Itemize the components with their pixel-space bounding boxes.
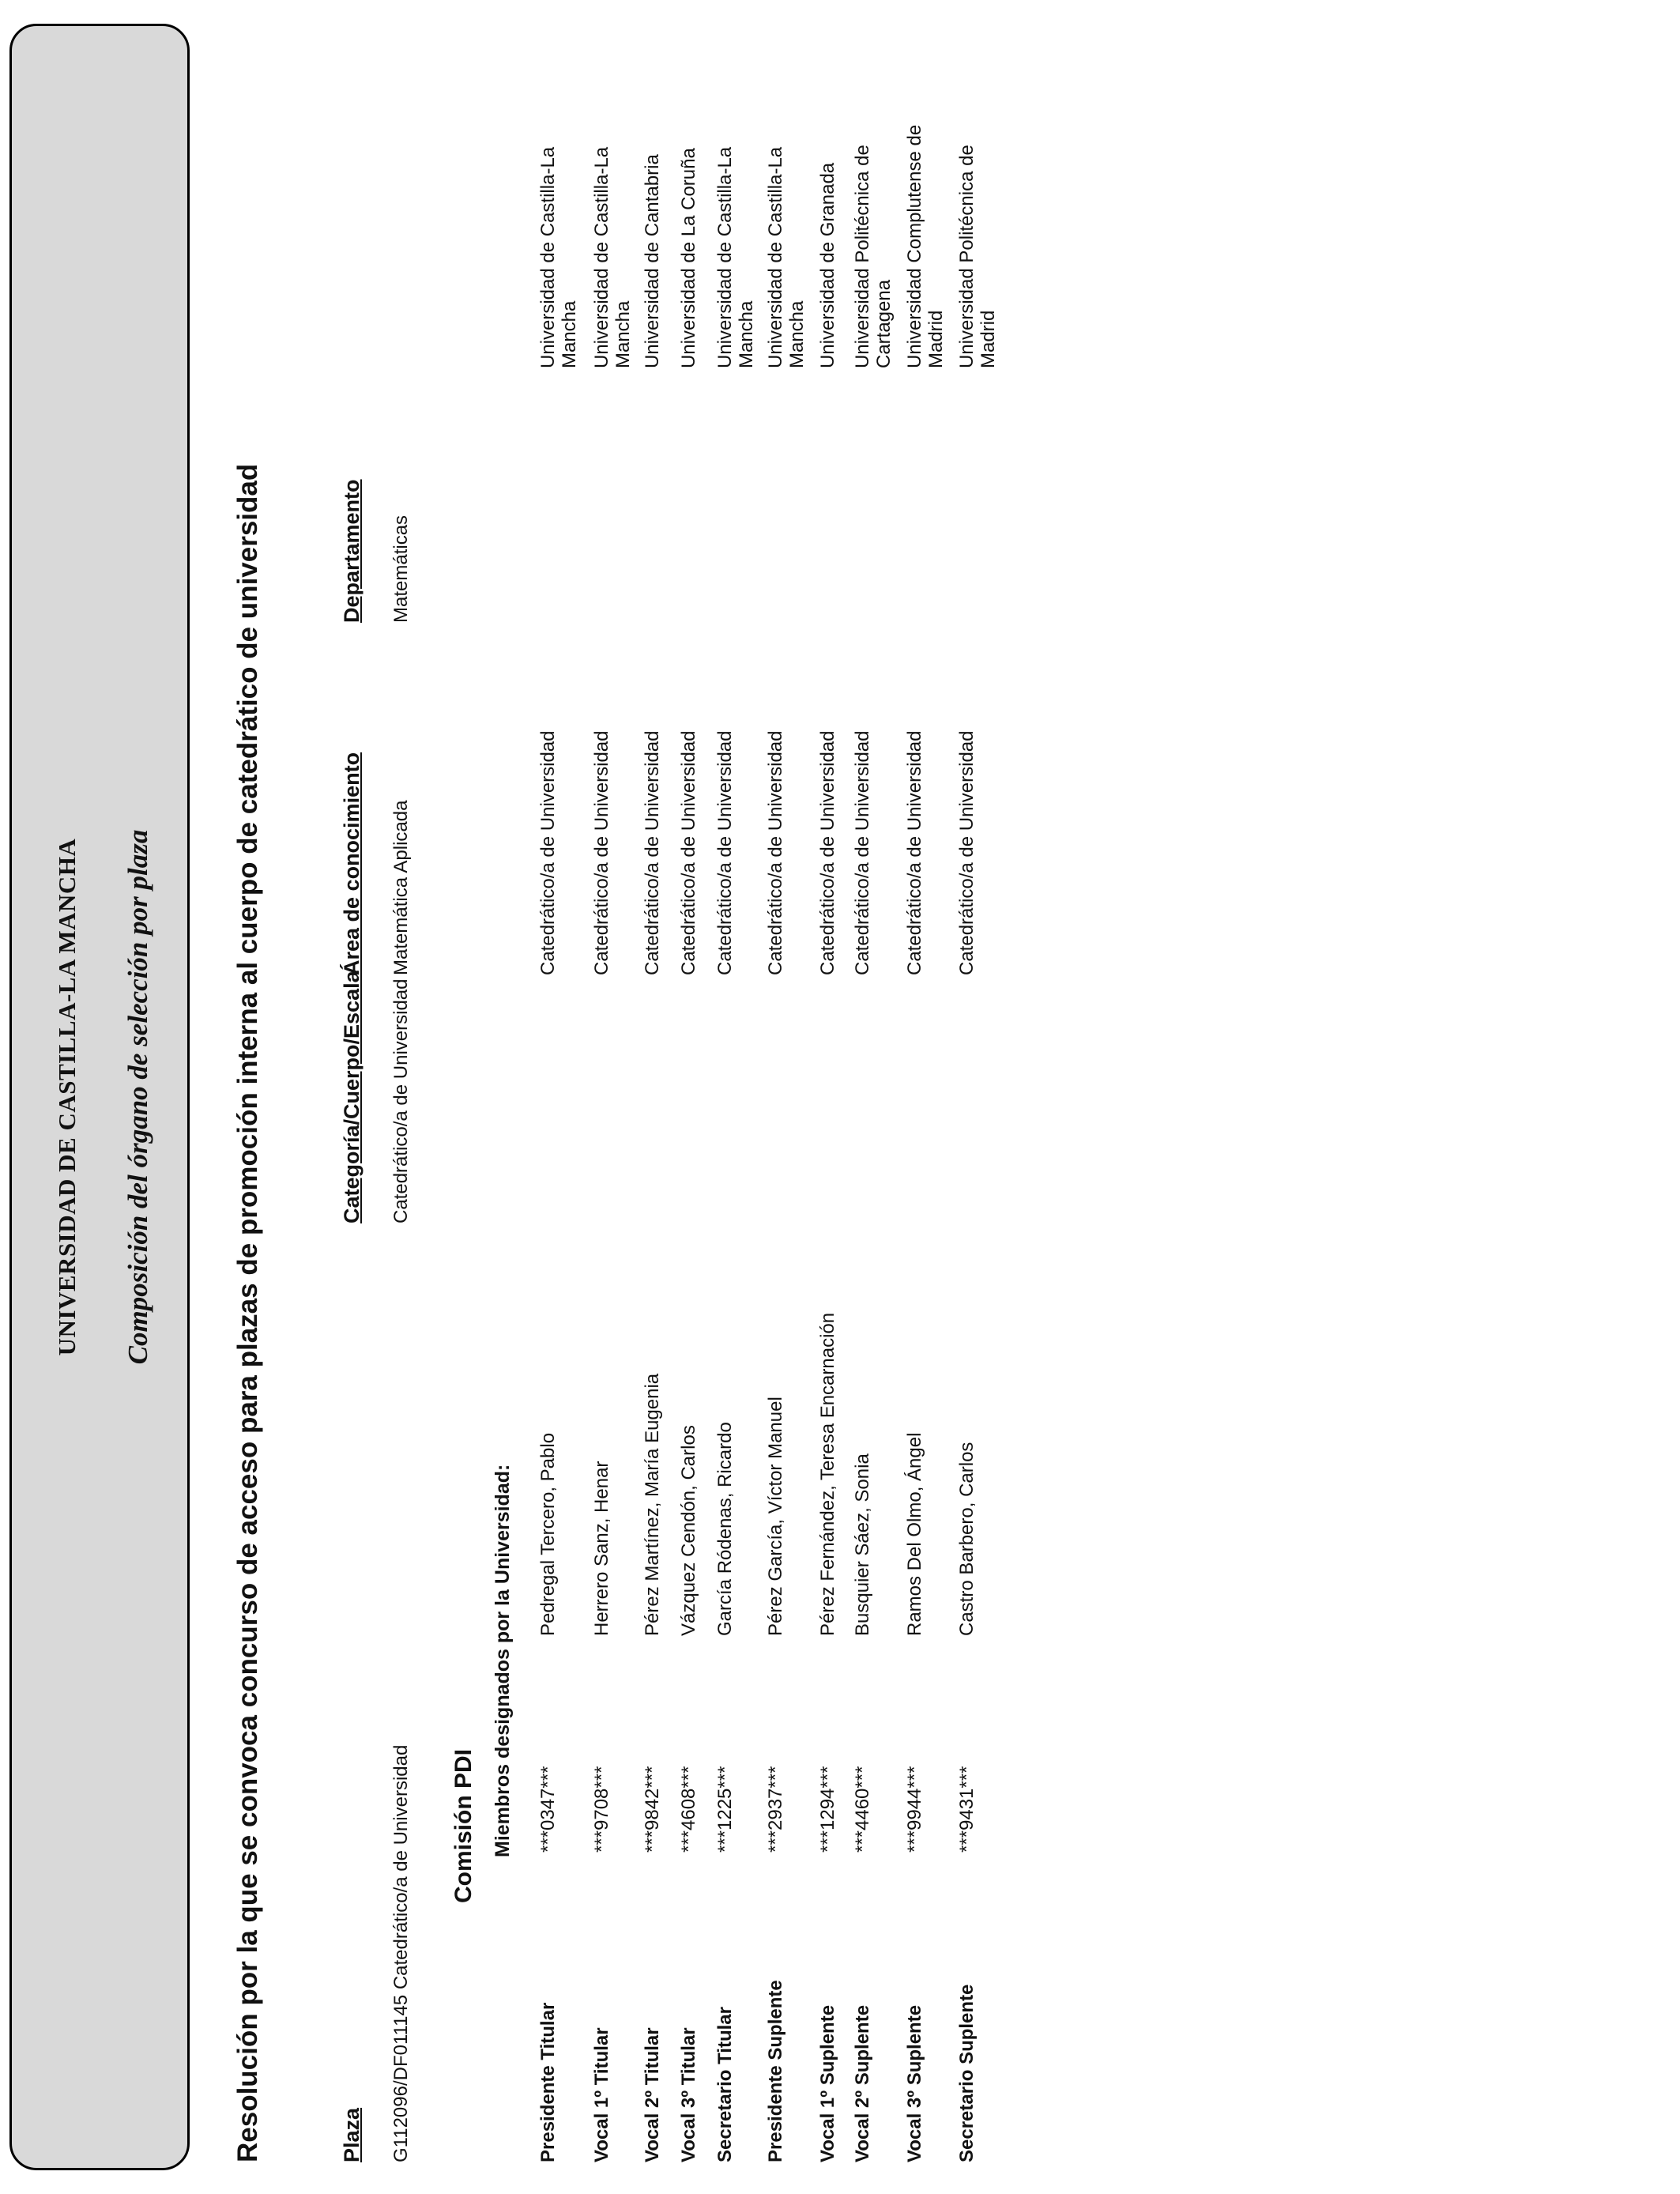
member-role: Presidente Suplente bbox=[765, 1980, 786, 2162]
member-id: ***0347*** bbox=[537, 1766, 559, 1853]
member-category: Catedrático/a de Universidad bbox=[904, 730, 925, 975]
member-role: Vocal 1º Titular bbox=[591, 2027, 612, 2162]
member-university: Universidad Complutense de Madrid bbox=[904, 124, 947, 368]
member-university: Universidad Politécnica de Madrid bbox=[956, 145, 999, 368]
member-id: ***9708*** bbox=[591, 1766, 612, 1853]
member-row bbox=[537, 0, 593, 2194]
header-plaza: Plaza bbox=[340, 2107, 363, 2162]
document-subtitle: Composición del órgano de selección por plaza bbox=[122, 829, 153, 1365]
member-university: Universidad de Granada bbox=[817, 162, 838, 368]
member-role: Vocal 3º Suplente bbox=[904, 2004, 925, 2162]
member-row bbox=[714, 0, 770, 2194]
member-name: Ramos Del Olmo, Ángel bbox=[904, 1432, 925, 1636]
plaza-code: G112096/DF011145 Catedrático/a de Universidad bbox=[390, 1744, 412, 2162]
member-category: Catedrático/a de Universidad bbox=[591, 730, 612, 975]
member-category: Catedrático/a de Universidad bbox=[956, 730, 977, 975]
member-name: García Ródenas, Ricardo bbox=[714, 1422, 736, 1636]
member-id: ***9842*** bbox=[642, 1766, 663, 1853]
member-university: Universidad de La Coruña bbox=[678, 148, 699, 368]
member-id: ***1294*** bbox=[817, 1766, 838, 1853]
member-category: Catedrático/a de Universidad bbox=[642, 730, 663, 975]
member-university: Universidad de Castilla-La Mancha bbox=[714, 146, 757, 368]
member-id: ***9431*** bbox=[956, 1766, 977, 1853]
member-id: ***1225*** bbox=[714, 1766, 736, 1853]
member-university: Universidad de Castilla-La Mancha bbox=[537, 146, 580, 368]
member-role: Vocal 3º Titular bbox=[678, 2027, 699, 2162]
member-name: Pérez Martínez, María Eugenia bbox=[642, 1373, 663, 1636]
member-role: Secretario Suplente bbox=[956, 1984, 977, 2162]
member-name: Herrero Sanz, Henar bbox=[591, 1461, 612, 1636]
member-role: Presidente Titular bbox=[537, 2002, 559, 2162]
member-category: Catedrático/a de Universidad bbox=[765, 730, 786, 975]
member-name: Pedregal Tercero, Pablo bbox=[537, 1432, 559, 1636]
member-id: ***4608*** bbox=[678, 1766, 699, 1853]
member-university: Universidad de Castilla-La Mancha bbox=[765, 146, 808, 368]
header-categoria: Categoría/Cuerpo/Escala bbox=[340, 971, 363, 1223]
plaza-area: Matemática Aplicada bbox=[390, 800, 412, 975]
member-id: ***4460*** bbox=[852, 1766, 873, 1853]
member-row bbox=[591, 0, 646, 2194]
member-name: Pérez García, Víctor Manuel bbox=[765, 1397, 786, 1636]
resolution-title: Resolución por la que se convoca concurso de acceso para plazas de promoción interna al cuerpo de catedrático de universidad bbox=[232, 463, 263, 2162]
member-category: Catedrático/a de Universidad bbox=[714, 730, 736, 975]
member-category: Catedrático/a de Universidad bbox=[817, 730, 838, 975]
plaza-categoria: Catedrático/a de Universidad bbox=[390, 978, 412, 1223]
comision-title: Comisión PDI bbox=[450, 1748, 477, 1903]
member-row bbox=[904, 0, 959, 2194]
member-role: Vocal 2º Titular bbox=[642, 2027, 663, 2162]
member-row bbox=[852, 0, 907, 2194]
header-banner bbox=[9, 24, 190, 2170]
designados-label: Miembros designados por la Universidad: bbox=[492, 1464, 514, 1857]
member-name: Vázquez Cendón, Carlos bbox=[678, 1425, 699, 1636]
university-name: UNIVERSIDAD DE CASTILLA-LA MANCHA bbox=[53, 838, 81, 1356]
member-university: Universidad Politécnica de Cartagena bbox=[852, 145, 895, 368]
member-row bbox=[956, 0, 1011, 2194]
member-category: Catedrático/a de Universidad bbox=[852, 730, 873, 975]
member-name: Pérez Fernández, Teresa Encarnación bbox=[817, 1312, 838, 1636]
member-category: Catedrático/a de Universidad bbox=[678, 730, 699, 975]
member-university: Universidad de Castilla-La Mancha bbox=[591, 146, 634, 368]
member-university: Universidad de Cantabria bbox=[642, 154, 663, 368]
member-row bbox=[765, 0, 820, 2194]
member-category: Catedrático/a de Universidad bbox=[537, 730, 559, 975]
header-area: Área de conocimiento bbox=[340, 752, 363, 975]
member-role: Vocal 1º Suplente bbox=[817, 2004, 838, 2162]
member-role: Secretario Titular bbox=[714, 2007, 736, 2162]
member-id: ***9944*** bbox=[904, 1766, 925, 1853]
plaza-departamento: Matemáticas bbox=[390, 515, 412, 623]
header-departamento: Departamento bbox=[340, 479, 363, 623]
member-name: Busquier Sáez, Sonia bbox=[852, 1453, 873, 1636]
member-role: Vocal 2º Suplente bbox=[852, 2004, 873, 2162]
member-id: ***2937*** bbox=[765, 1766, 786, 1853]
member-name: Castro Barbero, Carlos bbox=[956, 1442, 977, 1636]
